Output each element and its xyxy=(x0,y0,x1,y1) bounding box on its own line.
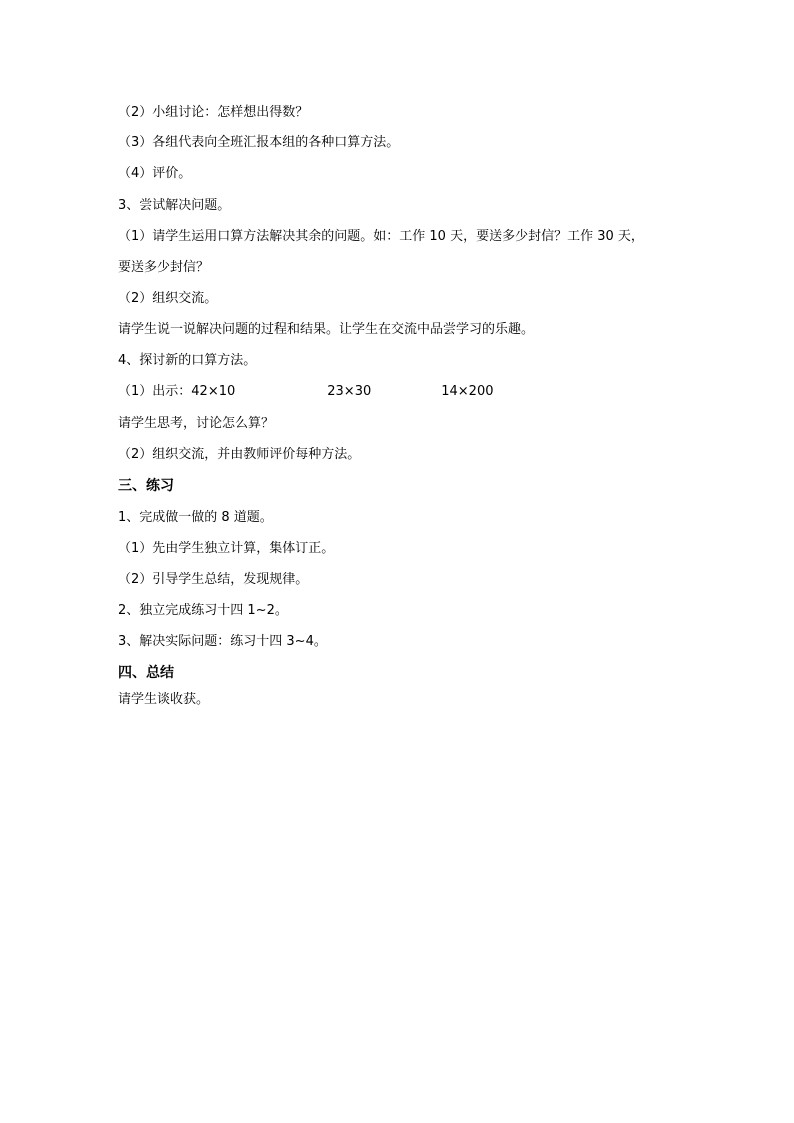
text-line: 请学生谈收获。 xyxy=(118,692,210,707)
text-line: （2）引导学生总结，发现规律。 xyxy=(118,572,309,587)
text-line: 3、解决实际问题：练习十四 3~4。 xyxy=(118,634,327,649)
section-heading: 四、总结 xyxy=(118,665,174,681)
text-line: （2）组织交流，并由教师评价每种方法。 xyxy=(118,447,361,462)
text-line: （2）组织交流。 xyxy=(118,291,218,306)
text-line: （2）小组讨论：怎样想出得数？ xyxy=(118,105,309,120)
text-line: 1、完成做一做的 8 道题。 xyxy=(118,510,273,525)
text-line: 3、尝试解决问题。 xyxy=(118,198,231,213)
text-line: 2、独立完成练习十四 1~2。 xyxy=(118,603,288,618)
example-item: 42×10 xyxy=(191,384,236,399)
text-line: 4、探讨新的口算方法。 xyxy=(118,353,257,368)
example-prefix: （1）出示： xyxy=(118,384,192,399)
text-line: （1）请学生运用口算方法解决其余的问题。如：工作 10 天，要送多少封信？工作 30 天， xyxy=(118,229,644,244)
text-line: （1）先由学生独立计算，集体订正。 xyxy=(118,541,335,556)
text-line: （3）各组代表向全班汇报本组的各种口算方法。 xyxy=(118,135,400,150)
example-item: 23×30 xyxy=(327,384,372,399)
text-line: 要送多少封信？ xyxy=(118,260,210,275)
text-line: 请学生说一说解决问题的过程和结果。让学生在交流中品尝学习的乐趣。 xyxy=(118,322,535,337)
example-line xyxy=(118,384,494,400)
section-heading: 三、练习 xyxy=(118,478,174,494)
text-line: 请学生思考，讨论怎么算？ xyxy=(118,416,275,431)
example-item: 14×200 xyxy=(441,384,494,399)
text-line: （4）评价。 xyxy=(118,166,192,181)
